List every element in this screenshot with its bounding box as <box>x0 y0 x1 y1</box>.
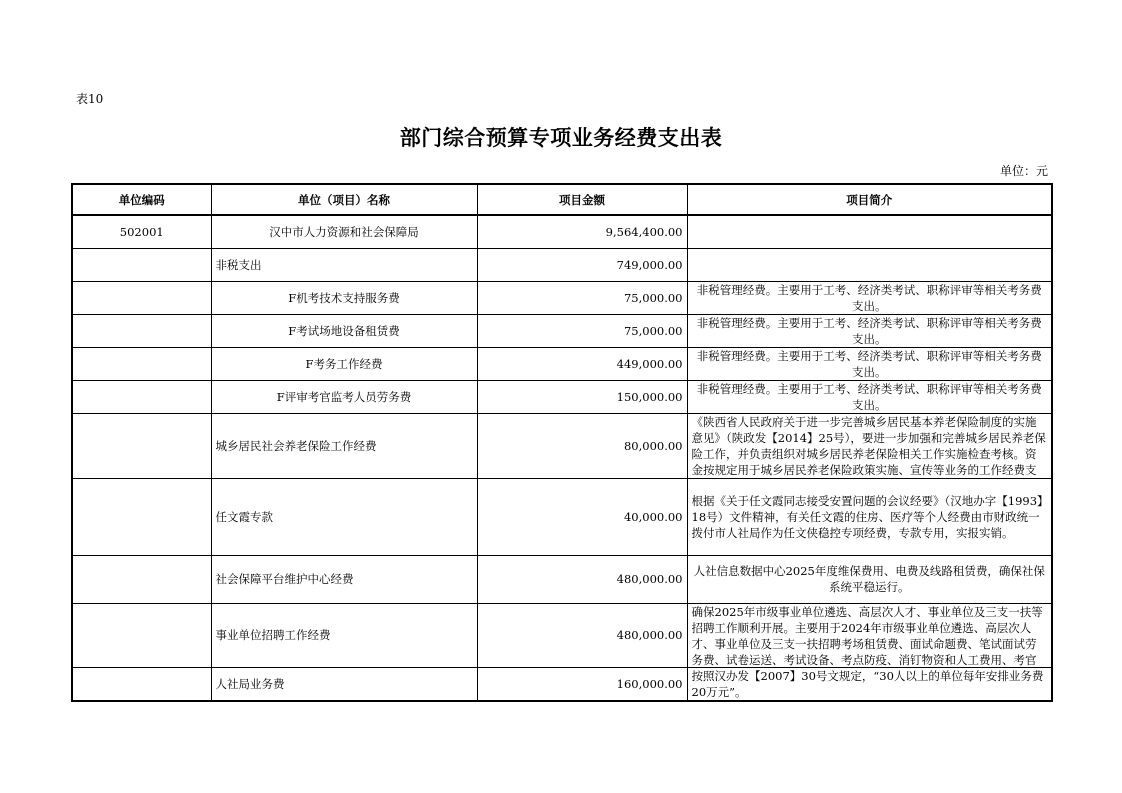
row-desc: 根据《关于任文霞同志接受安置问题的会议经要》（汉地办字【1993】18号）文件精神，有关任文霞的住房、医疗等个人经费由市财政统一拨付市人社局作为任文侠稳控专项经费，专款专用，实报实销。 <box>687 478 1052 555</box>
row-amount: 480,000.00 <box>477 555 687 603</box>
row-code <box>72 281 211 314</box>
row-code <box>72 347 211 380</box>
row-desc: 按照汉办发【2007】30号文规定，“30人以上的单位每年安排业务费20万元”。 <box>687 667 1052 701</box>
row-code <box>72 248 211 281</box>
header-name: 单位（项目）名称 <box>211 184 477 215</box>
row-desc <box>687 413 1052 478</box>
row-name: 事业单位招聘工作经费 <box>211 603 477 667</box>
row-desc-text: 《陕西省人民政府关于进一步完善城乡居民基本养老保险制度的实施意见》（陕政发【2014】25号），要进一步加强和完善城乡居民养老保险工作，并负责组织对城乡居民养老保险相关工作实施检查考核。资金按规定用于城乡居民养老保险政策实施、宣传等业务的工作经费支 <box>691 415 1046 477</box>
row-name: 任文霞专款 <box>211 478 477 555</box>
row-code <box>72 478 211 555</box>
row-desc: 非税管理经费。主要用于工考、经济类考试、职称评审等相关考务费支出。 <box>687 314 1052 347</box>
row-code <box>72 413 211 478</box>
row-name: F考务工作经费 <box>211 347 477 380</box>
row-name: 社会保障平台维护中心经费 <box>211 555 477 603</box>
header-desc: 项目简介 <box>687 184 1052 215</box>
row-name: 人社局业务费 <box>211 667 477 701</box>
row-desc: 非税管理经费。主要用于工考、经济类考试、职称评审等相关考务费支出。 <box>687 281 1052 314</box>
row-desc <box>687 215 1052 248</box>
row-name: F考试场地设备租赁费 <box>211 314 477 347</box>
table-row <box>72 314 1052 347</box>
row-code <box>72 667 211 701</box>
table-row <box>72 281 1052 314</box>
row-desc-text: 确保2025年市级事业单位遴选、高层次人才、事业单位及三支一扶等招聘工作顺利开展。主要用于2024年市级事业单位遴选、高层次人才、事业单位及三支一扶招聘考场租赁费、面试命题费、笔试面试劳务费、试卷运送、考试设备、考点防疫、消钉物资和人工费用、考官 <box>691 605 1043 666</box>
row-amount: 480,000.00 <box>477 603 687 667</box>
table-row <box>72 215 1052 248</box>
header-code: 单位编码 <box>72 184 211 215</box>
row-code <box>72 380 211 413</box>
row-code <box>72 314 211 347</box>
table-row <box>72 248 1052 281</box>
row-amount: 75,000.00 <box>477 281 687 314</box>
table-row <box>72 555 1052 603</box>
table-number: 表10 <box>76 92 104 106</box>
row-code <box>72 555 211 603</box>
row-amount: 160,000.00 <box>477 667 687 701</box>
row-amount: 80,000.00 <box>477 413 687 478</box>
row-amount: 749,000.00 <box>477 248 687 281</box>
table-row <box>72 667 1052 701</box>
row-amount: 449,000.00 <box>477 347 687 380</box>
row-amount: 150,000.00 <box>477 380 687 413</box>
row-desc: 非税管理经费。主要用于工考、经济类考试、职称评审等相关考务费支出。 <box>687 380 1052 413</box>
row-desc: 人社信息数据中心2025年度维保费用、电费及线路租赁费，确保社保系统平稳运行。 <box>687 555 1052 603</box>
table-header-row <box>72 184 1052 215</box>
row-desc <box>687 248 1052 281</box>
row-amount: 40,000.00 <box>477 478 687 555</box>
row-name: 汉中市人力资源和社会保障局 <box>211 215 477 248</box>
row-code <box>72 603 211 667</box>
row-name: 城乡居民社会养老保险工作经费 <box>211 413 477 478</box>
unit-label: 单位：元 <box>999 164 1048 178</box>
row-name: F评审考官监考人员劳务费 <box>211 380 477 413</box>
row-amount: 75,000.00 <box>477 314 687 347</box>
row-code: 502001 <box>72 215 211 248</box>
header-amount: 项目金额 <box>477 184 687 215</box>
row-desc <box>687 603 1052 667</box>
row-desc: 非税管理经费。主要用于工考、经济类考试、职称评审等相关考务费支出。 <box>687 347 1052 380</box>
table-row <box>72 347 1052 380</box>
row-name: F机考技术支持服务费 <box>211 281 477 314</box>
page-title: 部门综合预算专项业务经费支出表 <box>399 125 723 150</box>
table-row <box>72 380 1052 413</box>
table-row <box>72 413 1052 478</box>
table-row <box>72 478 1052 555</box>
row-amount: 9,564,400.00 <box>477 215 687 248</box>
table-row <box>72 603 1052 667</box>
budget-table <box>71 183 1053 702</box>
row-name: 非税支出 <box>211 248 477 281</box>
